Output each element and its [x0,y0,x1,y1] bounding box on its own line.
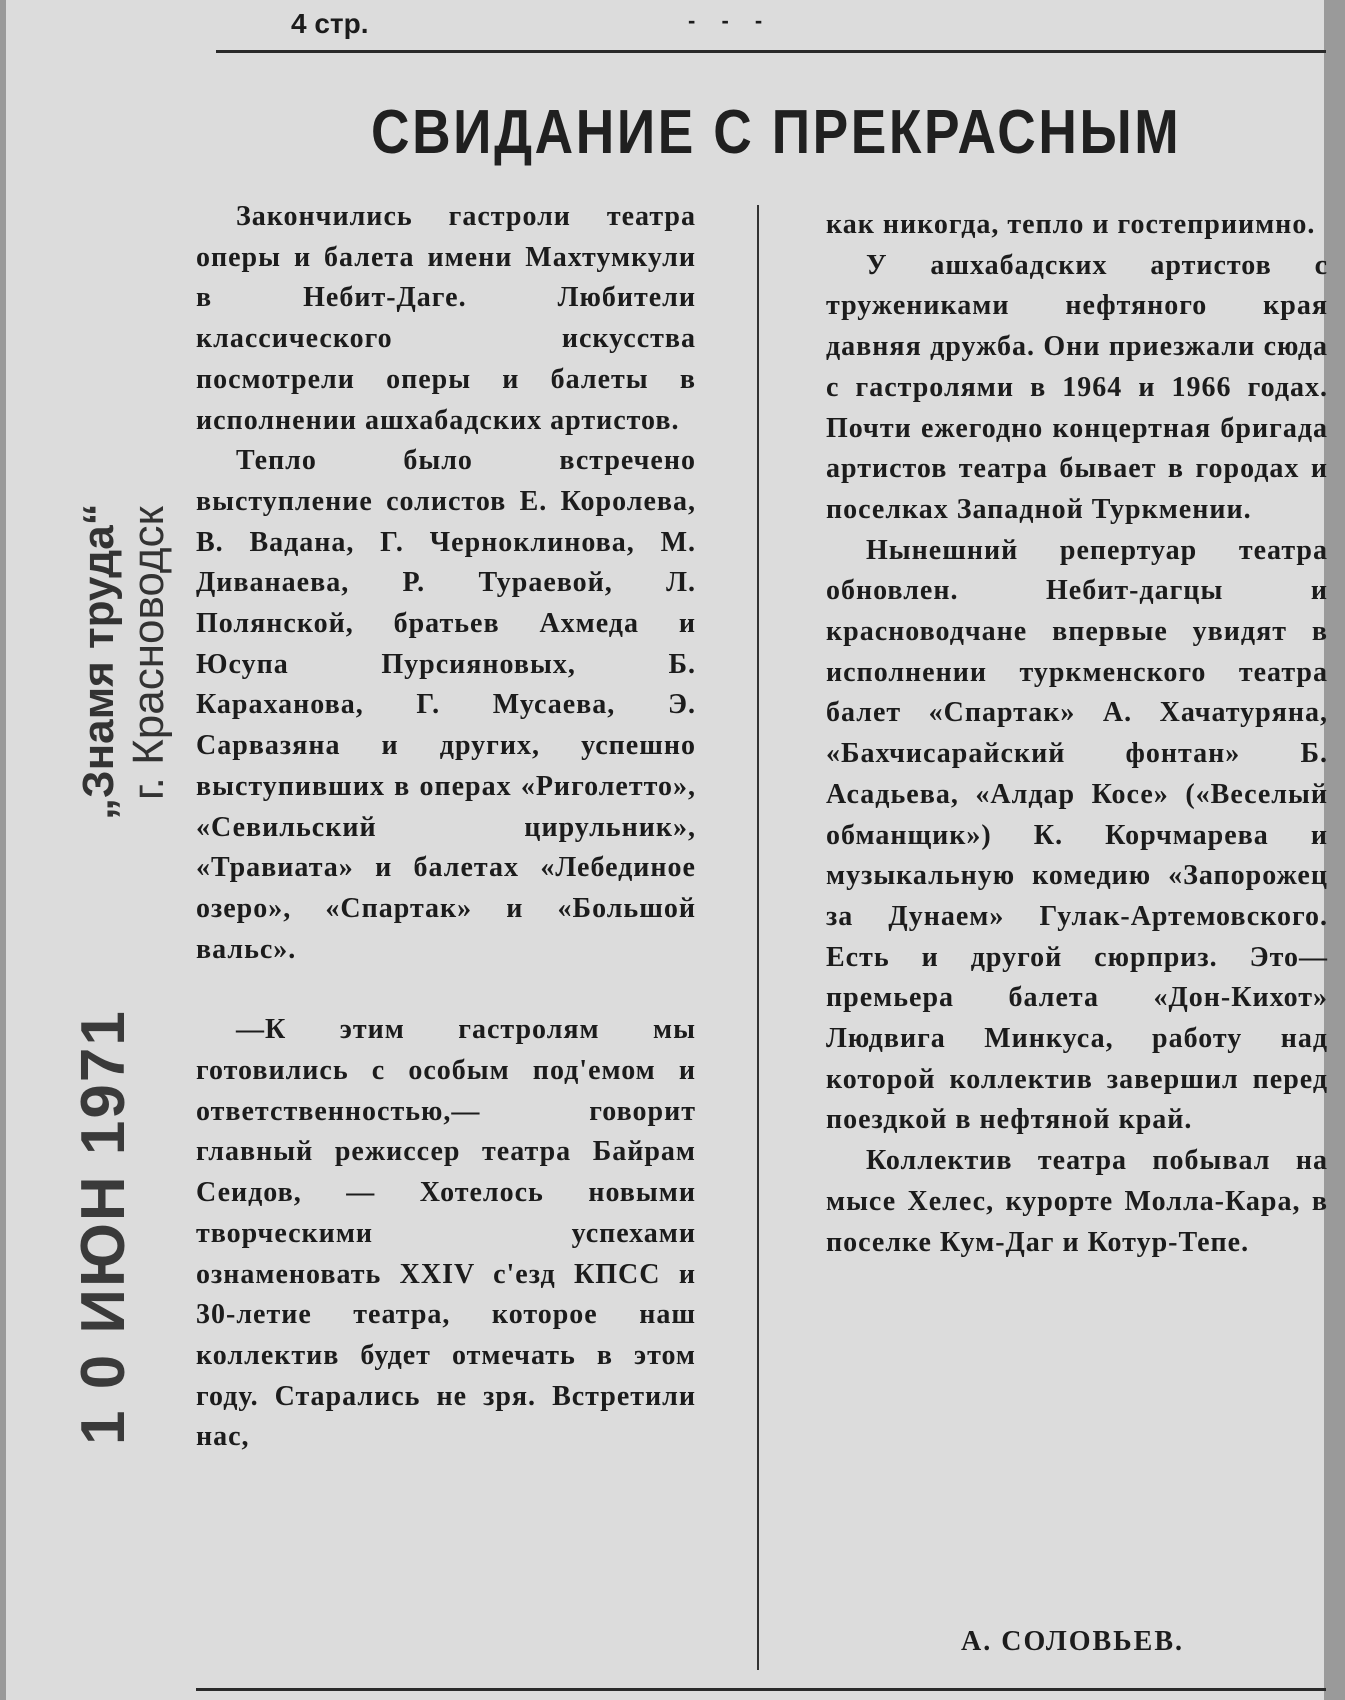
top-marks: - - - [688,8,773,33]
paragraph: как никогда, тепло и гостеприимно. [826,209,1316,240]
paragraph: Коллектив театра побывал на мысе Хелес, курорте Молла-Кара, в поселке Кум-Даг и Котур-Тепе. [826,1145,1328,1258]
stamp-newspaper: „Знамя труда“ [74,503,123,820]
paragraph: —К этим гастролям мы готовились с особым под'емом и ответственностью,— говорит главный режиссер театра Байрам Сеидов, — Хотелось новыми творческими успехами ознаменовать XXIV с'езд КПСС и 30-летие театра, которое наш коллектив будет отмечать в этом году. Старались не зря. Встретили нас, [196,1014,696,1453]
article-left-column [196,197,696,1458]
bottom-rule [196,1688,1326,1691]
paragraph: У ашхабадских артистов с тружениками нефтяного края давняя дружба. Они приезжали сюда с гастролями в 1964 и 1966 годах. Почти ежегодно концертная бригада артистов театра бывает в городах и поселках Западной Туркмении. [826,249,1328,525]
paragraph: Тепло было встречено выступление солистов Е. Королева, В. Вадана, Г. Черноклинова, М. Диванаева, Р. Тураевой, Л. Полянской, братьев Ахмеда и Юсупа Пурсияновых, Б. Караханова, Г. Мусаева, Э. Сарвазяна и других, успешно выступивших в операх «Риголетто», «Севильский цирульник», «Травиата» и балетах «Лебединое озеро», «Спартак» и «Большой вальс». [196,445,696,965]
newspaper-clipping [6,0,1328,1700]
top-rule [216,50,1326,53]
article-right-column [826,205,1328,1263]
column-divider [757,205,759,1670]
author-signature: А. СОЛОВЬЕВ. [961,1626,1185,1657]
page-number: 4 стр. [291,8,369,39]
stamp-city: г. Красноводск [124,506,173,800]
headline: СВИДАНИЕ С ПРЕКРАСНЫМ [371,98,1182,167]
paragraph: Закончились гастроли театра оперы и балета имени Махтумкули в Небит-Даге. Любители классического искусства посмотрели оперы и балеты в исполнении ашхабадских артистов. [196,201,696,436]
stamp-date: 1 0 ИЮН 1971 [69,1009,138,1445]
paragraph: Нынешний репертуар театра обновлен. Небит-дагцы и красноводчане впервые увидят в исполнении туркменского театра балет «Спартак» А. Хачатуряна, «Бахчисарайский фонтан» Б. Асадьева, «Алдар Косе» («Веселый обманщик») К. Корчмарева и музыкальную комедию «Запорожец за Дунаем» Гулак-Артемовского. Есть и другой сюрприз. Это—премьера балета «Дон-Кихот» Людвига Минкуса, работу над которой коллектив завершил перед поездкой в нефтяной край. [826,534,1328,1136]
